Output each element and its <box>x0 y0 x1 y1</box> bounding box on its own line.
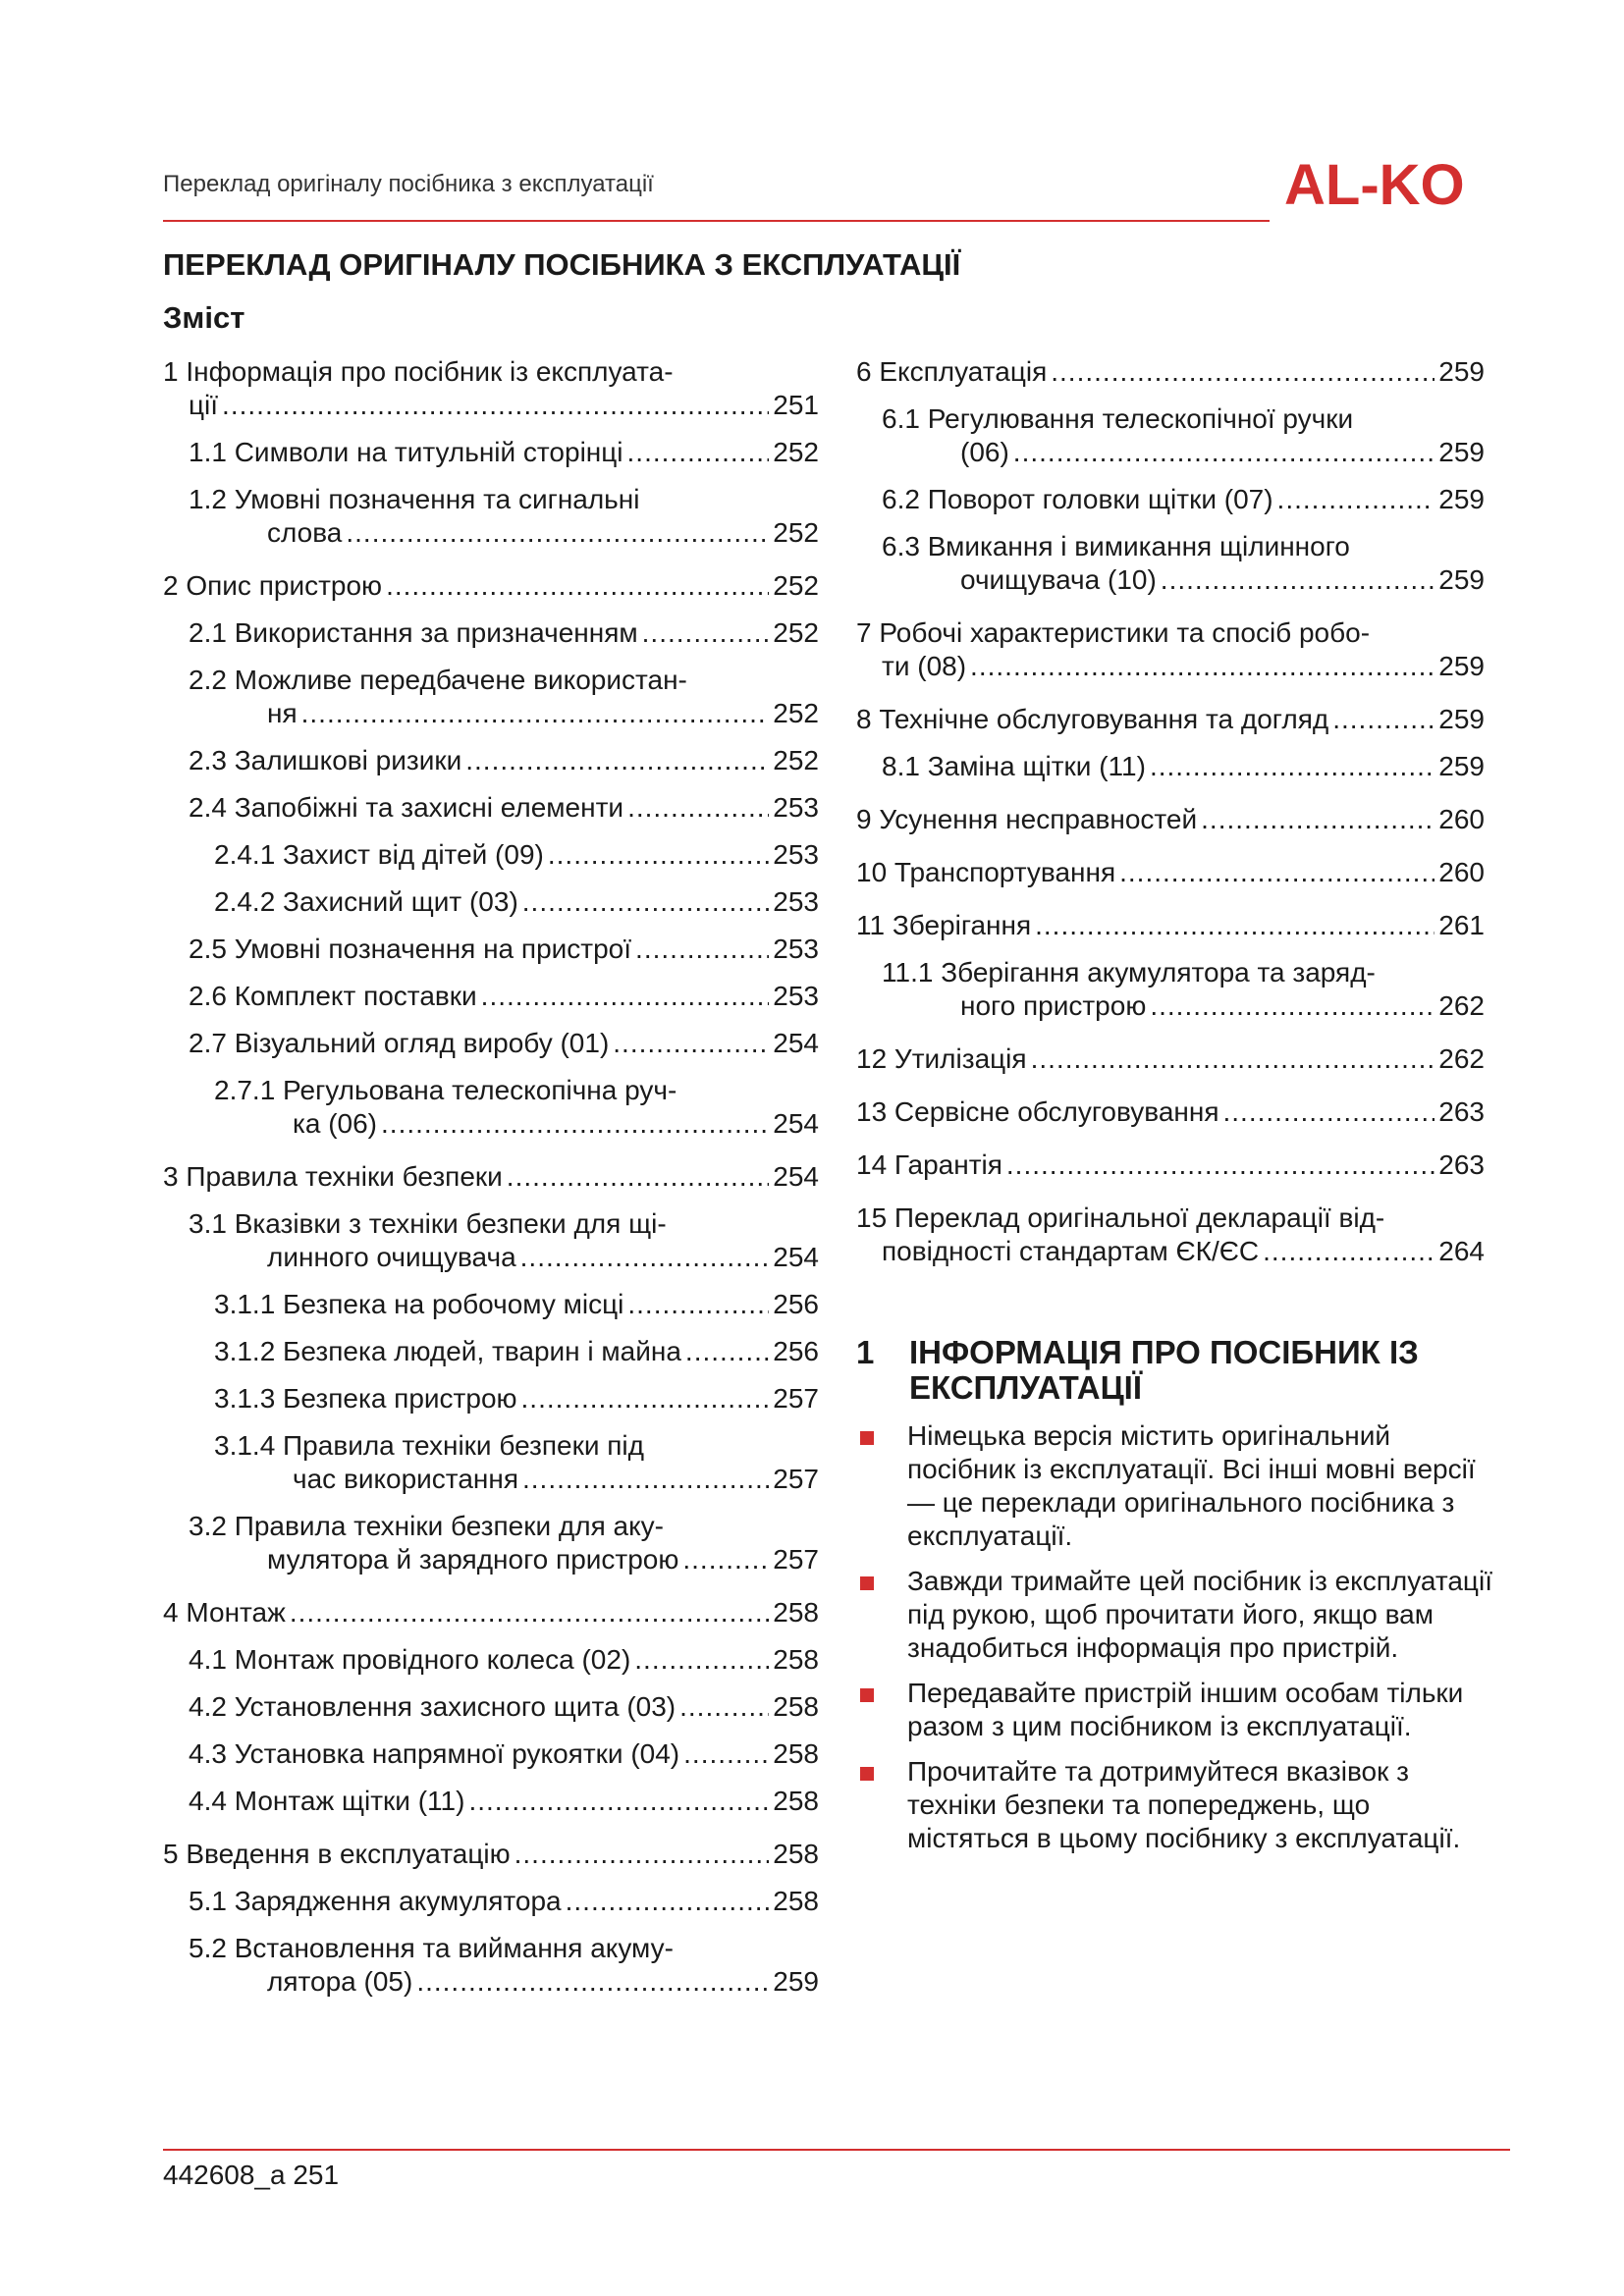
toc-page-number: 252 <box>773 617 819 648</box>
toc-entry[interactable] <box>163 569 819 603</box>
toc-entry-title: 9 Усунення несправностей <box>856 804 1198 834</box>
toc-entry-title: 4.3 Установка напрямної рукоятки (04) <box>189 1738 680 1769</box>
toc-entry[interactable] <box>163 616 819 650</box>
toc-entry-title: 4.1 Монтаж провідного колеса (02) <box>189 1644 631 1675</box>
dot-leader <box>1277 483 1435 516</box>
logo-text: AL-KO <box>1284 153 1465 214</box>
list-item: Прочитайте та дотримуйтеся вказівок з техніки безпеки та попереджень, що містяться в цьому посібнику з експлуатації. <box>856 1755 1494 1855</box>
toc-entry[interactable] <box>163 1932 819 1999</box>
toc-page-number: 258 <box>773 1738 819 1769</box>
document-code: 442608_a <box>163 2160 286 2190</box>
toc-page-number: 258 <box>773 1597 819 1628</box>
toc-entry-title: лятора (05) <box>267 1966 413 1997</box>
toc-entry-title: ка (06) <box>293 1108 378 1139</box>
toc-entry-title: 3 Правила техніки безпеки <box>163 1161 503 1192</box>
toc-entry-title-line: 3.2 Правила техніки безпеки для аку- <box>189 1511 664 1541</box>
toc-page-number: 261 <box>1438 910 1485 940</box>
dot-leader <box>522 1463 769 1496</box>
document-title: ПЕРЕКЛАД ОРИГІНАЛУ ПОСІБНИКА З ЕКСПЛУАТАЦІЇ <box>163 247 961 282</box>
toc-entry[interactable] <box>163 838 819 872</box>
toc-entry[interactable] <box>163 1335 819 1368</box>
toc-entry-title: 2.5 Умовні позначення на пристрої <box>189 934 632 964</box>
toc-entry[interactable] <box>856 1042 1485 1076</box>
toc-page-number: 254 <box>773 1028 819 1058</box>
toc-left-column <box>163 355 819 1999</box>
dot-leader <box>290 1596 769 1629</box>
dot-leader <box>679 1690 769 1724</box>
dot-leader <box>627 436 770 469</box>
toc-page-number: 253 <box>773 839 819 870</box>
toc-entry-title: 3.1.1 Безпека на робочому місці <box>214 1289 624 1319</box>
dot-leader <box>1006 1148 1435 1182</box>
toc-entry-title-line: 6.3 Вмикання і вимикання щілинного <box>882 531 1350 561</box>
toc-entry-title-line: 2.2 Можливе передбачене використан- <box>189 665 687 695</box>
toc-page-number: 253 <box>773 792 819 823</box>
dot-leader <box>1119 856 1435 889</box>
toc-entry-title: линного очищувача <box>267 1242 516 1272</box>
dot-leader <box>627 1288 769 1321</box>
toc-entry[interactable] <box>856 703 1485 736</box>
toc-entry-title: 4 Монтаж <box>163 1597 286 1628</box>
dot-leader <box>1222 1095 1435 1129</box>
toc-entry-title: мулятора й зарядного пристрою <box>267 1544 679 1575</box>
toc-entry-title: повідності стандартам ЄК/ЄС <box>882 1236 1260 1266</box>
toc-page-number: 252 <box>773 745 819 775</box>
toc-entry-title: ня <box>267 698 298 728</box>
list-item: Передавайте пристрій іншим особам тільки разом з цим посібником із експлуатації. <box>856 1677 1494 1743</box>
toc-entry[interactable] <box>163 980 819 1013</box>
toc-entry[interactable] <box>163 1785 819 1818</box>
dot-leader <box>548 838 769 872</box>
toc-entry[interactable] <box>163 1382 819 1415</box>
dot-leader <box>520 1241 770 1274</box>
toc-entry-title: 14 Гарантія <box>856 1149 1002 1180</box>
toc-entry-title: ти (08) <box>882 651 967 681</box>
dot-leader <box>1201 803 1435 836</box>
toc-page-number: 259 <box>1438 751 1485 781</box>
toc-entry-title-line: 1.2 Умовні позначення та сигнальні <box>189 484 640 514</box>
toc-entry[interactable] <box>856 530 1485 597</box>
toc-entry-title-line: 2.7.1 Регульована телескопічна руч- <box>214 1075 677 1105</box>
toc-entry[interactable] <box>856 956 1485 1023</box>
toc-entry[interactable] <box>163 1288 819 1321</box>
toc-page-number: 262 <box>1438 1043 1485 1074</box>
toc-entry-title: 2.7 Візуальний огляд виробу (01) <box>189 1028 610 1058</box>
dot-leader <box>1035 909 1435 942</box>
toc-page-number: 258 <box>773 1839 819 1869</box>
running-header: Переклад оригіналу посібника з експлуатації <box>163 171 654 197</box>
page-footer <box>163 2160 339 2191</box>
list-item: Завжди тримайте цей посібник із експлуатації під рукою, щоб прочитати його, якщо вам знадобиться інформація про пристрій. <box>856 1565 1494 1665</box>
toc-entry-title: (06) <box>960 437 1009 467</box>
toc-page-number: 256 <box>773 1336 819 1366</box>
toc-entry-title: 10 Транспортування <box>856 857 1116 887</box>
dot-leader <box>522 885 770 919</box>
section-1-bullets <box>856 1419 1494 1867</box>
toc-entry-title: ного пристрою <box>960 990 1147 1021</box>
dot-leader <box>381 1107 769 1141</box>
toc-entry[interactable] <box>163 1690 819 1724</box>
red-square-bullet-icon <box>860 1576 874 1590</box>
toc-page-number: 254 <box>773 1108 819 1139</box>
toc-page-number: 258 <box>773 1691 819 1722</box>
toc-entry-title-line: 15 Переклад оригінальної декларації від- <box>856 1202 1385 1233</box>
toc-entry[interactable] <box>163 933 819 966</box>
dot-leader <box>1150 989 1435 1023</box>
toc-entry[interactable] <box>163 1885 819 1918</box>
toc-entry[interactable] <box>163 1596 819 1629</box>
red-square-bullet-icon <box>860 1767 874 1781</box>
toc-entry-title-line: 1 Інформація про посібник із експлуата- <box>163 356 674 387</box>
toc-entry-title-line: 3.1.4 Правила техніки безпеки під <box>214 1430 644 1461</box>
toc-entry-title: 4.4 Монтаж щітки (11) <box>189 1786 465 1816</box>
red-square-bullet-icon <box>860 1431 874 1445</box>
toc-entry-title: час використання <box>293 1464 518 1494</box>
footer-divider <box>163 2149 1510 2151</box>
toc-page-number: 260 <box>1438 857 1485 887</box>
toc-entry[interactable] <box>856 483 1485 516</box>
toc-entry[interactable] <box>163 664 819 730</box>
toc-entry-title: 13 Сервісне обслуговування <box>856 1096 1219 1127</box>
toc-entry-title: 2.4.2 Захисний щит (03) <box>214 886 518 917</box>
toc-entry[interactable] <box>163 1643 819 1677</box>
toc-entry[interactable] <box>856 856 1485 889</box>
dot-leader <box>1150 750 1435 783</box>
dot-leader <box>634 1643 769 1677</box>
toc-page-number: 259 <box>1438 484 1485 514</box>
dot-leader <box>613 1027 769 1060</box>
toc-entry[interactable] <box>163 436 819 469</box>
toc-entry[interactable] <box>856 803 1485 836</box>
toc-entry[interactable] <box>856 1201 1485 1268</box>
toc-entry[interactable] <box>856 402 1485 469</box>
toc-page-number: 257 <box>773 1544 819 1575</box>
dot-leader <box>627 791 769 825</box>
toc-page-number: 259 <box>1438 651 1485 681</box>
section-number: 1 <box>856 1334 875 1370</box>
dot-leader <box>1332 703 1435 736</box>
toc-entry-title: слова <box>267 517 343 548</box>
dot-leader <box>1161 563 1435 597</box>
toc-entry[interactable] <box>856 909 1485 942</box>
toc-page-number: 259 <box>1438 704 1485 734</box>
dot-leader <box>514 1838 770 1871</box>
toc-page-number: 260 <box>1438 804 1485 834</box>
toc-page-number: 254 <box>773 1161 819 1192</box>
header-divider <box>163 220 1270 222</box>
dot-leader <box>521 1382 770 1415</box>
toc-page-number: 264 <box>1438 1236 1485 1266</box>
toc-entry[interactable] <box>163 1429 819 1496</box>
toc-page-number: 259 <box>1438 437 1485 467</box>
toc-entry-title-line: 7 Робочі характеристики та спосіб робо- <box>856 617 1371 648</box>
dot-leader <box>481 980 770 1013</box>
toc-page-number: 259 <box>1438 564 1485 595</box>
toc-page-number: 256 <box>773 1289 819 1319</box>
toc-entry[interactable] <box>163 885 819 919</box>
toc-entry-title: 2.6 Комплект поставки <box>189 981 477 1011</box>
toc-page-number: 253 <box>773 934 819 964</box>
toc-page-number: 251 <box>773 390 819 420</box>
toc-entry[interactable] <box>856 1095 1485 1129</box>
section-title: ІНФОРМАЦІЯ ПРО ПОСІБНИК ІЗ ЕКСПЛУАТАЦІЇ <box>909 1334 1419 1406</box>
toc-entry-title: 11 Зберігання <box>856 910 1032 940</box>
toc-entry-title-line: 3.1 Вказівки з техніки безпеки для щі- <box>189 1208 667 1239</box>
toc-entry-title: 2.1 Використання за призначенням <box>189 617 638 648</box>
toc-page-number: 258 <box>773 1786 819 1816</box>
toc-page-number: 252 <box>773 570 819 601</box>
toc-entry-title: 12 Утилізація <box>856 1043 1027 1074</box>
toc-entry-title: 2.3 Залишкові ризики <box>189 745 462 775</box>
section-1-heading <box>856 1335 1485 1406</box>
list-item: Німецька версія містить оригінальний посібник із експлуатації. Всі інші мовні версії — це переклади оригінального посібника з експлуатації. <box>856 1419 1494 1553</box>
toc-page-number: 257 <box>773 1464 819 1494</box>
toc-page-number: 263 <box>1438 1096 1485 1127</box>
toc-entry[interactable] <box>163 483 819 550</box>
toc-entry[interactable] <box>163 1510 819 1576</box>
toc-page-number: 262 <box>1438 990 1485 1021</box>
dot-leader <box>1263 1235 1435 1268</box>
toc-entry-title: ції <box>189 390 219 420</box>
toc-page-number: 259 <box>773 1966 819 1997</box>
toc-entry-title: 3.1.2 Безпека людей, тварин і майна <box>214 1336 681 1366</box>
toc-entry-title: 5.1 Зарядження акумулятора <box>189 1886 562 1916</box>
toc-page-number: 258 <box>773 1886 819 1916</box>
toc-entry[interactable] <box>163 1074 819 1141</box>
toc-entry[interactable] <box>163 791 819 825</box>
dot-leader <box>1031 1042 1435 1076</box>
al-ko-logo <box>1284 153 1508 214</box>
dot-leader <box>566 1885 770 1918</box>
toc-right-column <box>856 355 1485 1268</box>
dot-leader <box>222 389 769 422</box>
toc-entry-title: 2.4 Запобіжні та захисні елементи <box>189 792 624 823</box>
toc-page-number: 259 <box>1438 356 1485 387</box>
toc-page-number: 254 <box>773 1242 819 1272</box>
toc-page-number: 253 <box>773 886 819 917</box>
toc-page-number: 252 <box>773 517 819 548</box>
toc-entry[interactable] <box>856 355 1485 389</box>
toc-entry-title: 2.4.1 Захист від дітей (09) <box>214 839 544 870</box>
dot-leader <box>386 569 769 603</box>
toc-entry[interactable] <box>163 1737 819 1771</box>
dot-leader <box>346 516 769 550</box>
toc-page-number: 258 <box>773 1644 819 1675</box>
toc-entry-title: 6 Експлуатація <box>856 356 1048 387</box>
dot-leader <box>301 697 770 730</box>
dot-leader <box>468 1785 769 1818</box>
toc-entry[interactable] <box>163 355 819 422</box>
toc-entry-title: 8.1 Заміна щітки (11) <box>882 751 1146 781</box>
toc-entry[interactable] <box>856 1148 1485 1182</box>
toc-page-number: 263 <box>1438 1149 1485 1180</box>
dot-leader <box>970 650 1435 683</box>
red-square-bullet-icon <box>860 1688 874 1702</box>
toc-entry-title: 8 Технічне обслуговування та догляд <box>856 704 1329 734</box>
toc-page-number: 252 <box>773 437 819 467</box>
toc-entry-title: 1.1 Символи на титульній сторінці <box>189 437 623 467</box>
toc-entry[interactable] <box>163 1160 819 1194</box>
dot-leader <box>1051 355 1435 389</box>
dot-leader <box>465 744 769 777</box>
toc-page-number: 253 <box>773 981 819 1011</box>
toc-entry-title: очищувача (10) <box>960 564 1157 595</box>
toc-page-number: 252 <box>773 698 819 728</box>
dot-leader <box>635 933 769 966</box>
dot-leader <box>682 1543 769 1576</box>
dot-leader <box>1013 436 1435 469</box>
toc-entry-title-line: 11.1 Зберігання акумулятора та заряд- <box>882 957 1376 988</box>
page-number: 251 <box>293 2160 340 2190</box>
toc-entry[interactable] <box>856 616 1485 683</box>
toc-entry-title-line: 5.2 Встановлення та виймання акуму- <box>189 1933 674 1963</box>
toc-entry[interactable] <box>163 1207 819 1274</box>
toc-entry[interactable] <box>163 1027 819 1060</box>
dot-leader <box>416 1965 769 1999</box>
toc-entry[interactable] <box>856 750 1485 783</box>
dot-leader <box>685 1335 769 1368</box>
toc-entry-title: 5 Введення в експлуатацію <box>163 1839 511 1869</box>
toc-entry-title: 6.2 Поворот головки щітки (07) <box>882 484 1273 514</box>
toc-entry[interactable] <box>163 1838 819 1871</box>
toc-entry[interactable] <box>163 744 819 777</box>
dot-leader <box>683 1737 769 1771</box>
toc-entry-title-line: 6.1 Регулювання телескопічної ручки <box>882 403 1354 434</box>
toc-entry-title: 3.1.3 Безпека пристрою <box>214 1383 517 1414</box>
dot-leader <box>642 616 770 650</box>
toc-heading: Зміст <box>163 300 245 335</box>
toc-entry-title: 2 Опис пристрою <box>163 570 383 601</box>
toc-entry-title: 4.2 Установлення захисного щита (03) <box>189 1691 677 1722</box>
dot-leader <box>507 1160 769 1194</box>
toc-page-number: 257 <box>773 1383 819 1414</box>
